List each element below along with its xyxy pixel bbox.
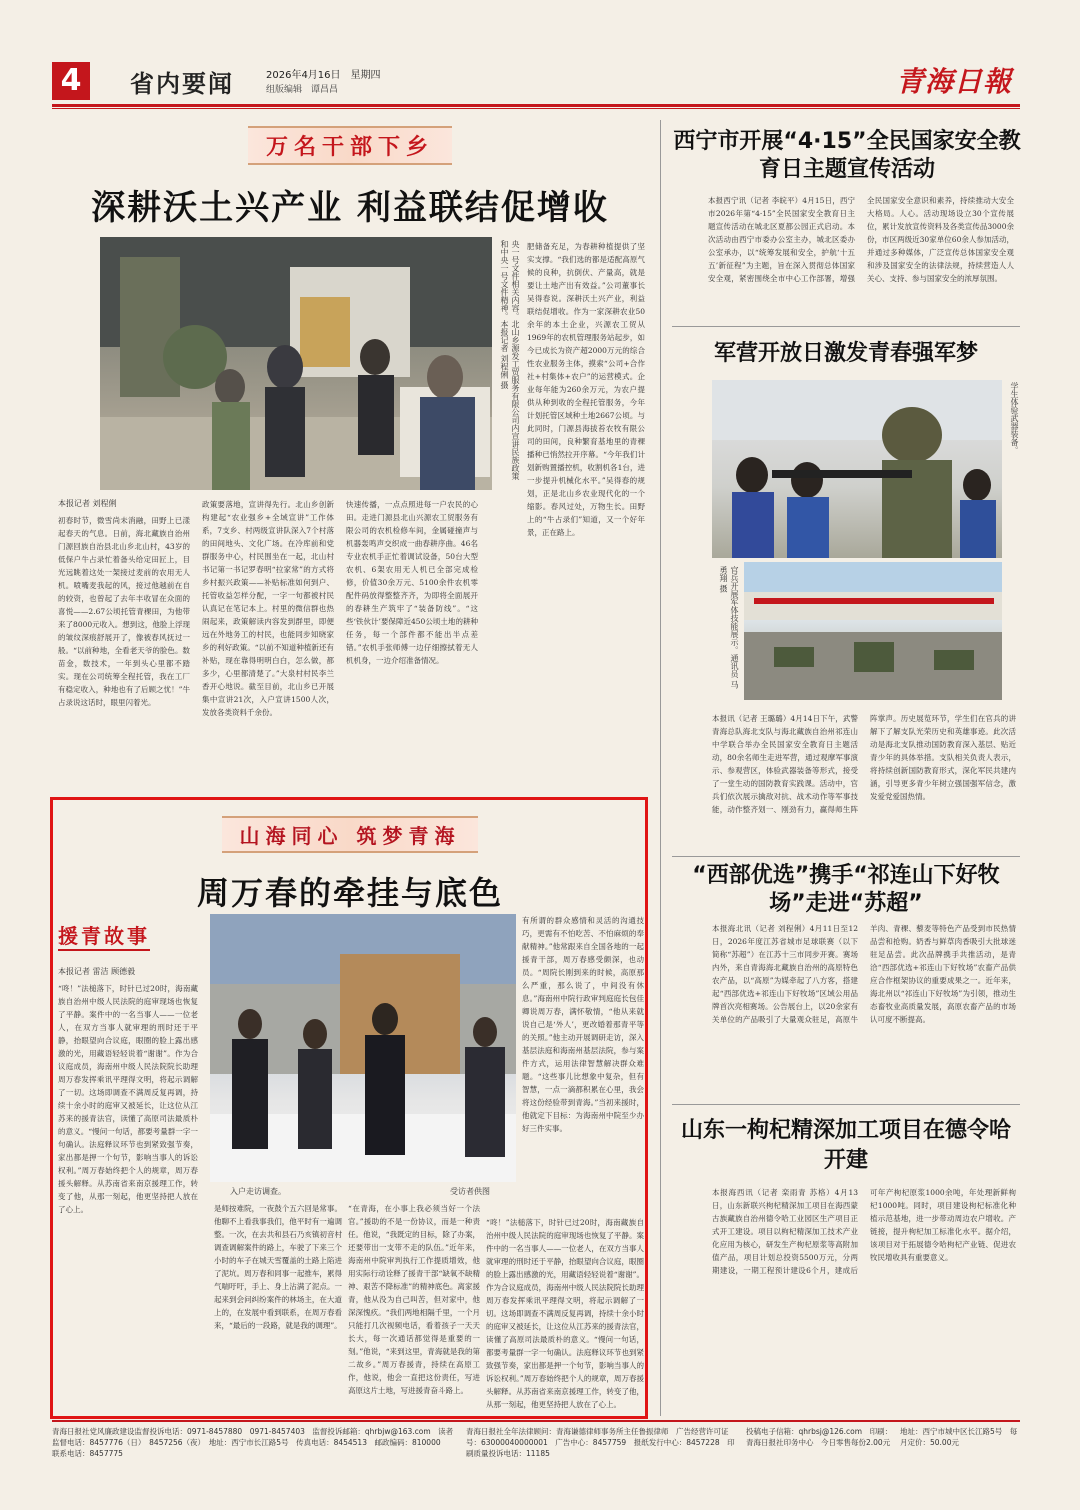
story2-photo xyxy=(210,914,516,1182)
right2-photo1 xyxy=(712,380,1002,558)
right3-body: 本报海北讯（记者 刘程俐）4月11日至12日，2026年度江苏省城市足球联赛（以下简称“苏超”）在江苏十三市同步开赛。赛场内外，来自青海海北藏族自治州的高原特色农产品，以“高原”为媒牵起了八方客，搭建起“西部优选+祁连山下好牧场”区域公用品牌首次亮相赛场。公告展台上，以20余家有关单位的产品吸引了大量观众驻足，高原牛羊肉、青稞、藜麦等特色产品受到市民热情品尝和抢购。奶香与鲜草肉香吸引大批球迷驻足品尝。此次品牌携手共推活动，是青洽“西部优选+祁连山下好牧场”农畜产品供应合作框架协议的重要成果之一。近年来，海北州以“祁连山下好牧场”为引领，推动生态畜牧业高质量发展，高原农畜产品的市场认可度不断提高。 xyxy=(712,924,1016,1024)
footer-legal: 青海日报社全年法律顾问：青海谦德律师事务所主任鲁振律师 广告经营许可证号：63000040000001 广告中心：8457759 报纸发行中心：8457228 印刷质量投诉电话：11185 xyxy=(466,1427,735,1458)
story1-col4: 肥储备充足，为春耕种植提供了坚实支撑。“我们选的都是适配高原气候的良种，抗倒伏、产量高，就是要让土地产出有效益。”公司董事长吴得春说。深耕沃土兴产业，利益联结促增收。作为一家深耕农业50余年的本土企业，兴源农工贸从1969年的农机管理服务站起步，如今已成长为资产超2000万元的综合性农业服务主体，摸索“公司+合作社+村集体+农户”的运营模式。企业每年能为260余万元，为农户提供从种到收的全程托管服务，今年计划托管区域种土地2667公顷。与此同时，门源县海拔苔农牧有限公司的田间，良种繁育基地里的青稞播种已悄然拉开序幕。“今年我们计划新购置播控机，收割机各1台，进一步提升机械化水平。”吴得春的规划，正是北山乡农业现代化的一个缩影。春风过处，万物生长。田野上的“牛占录们”知道，又一个好年景，正在路上。 xyxy=(527,242,645,537)
right3-headline: “西部优选”携手“祁连山下好牧场”走进“苏超” xyxy=(692,863,1000,916)
story2-byline: 本报记者 雷洁 顾德毅 xyxy=(58,967,136,976)
story2-tag-wrap xyxy=(58,920,198,960)
right2-photo2 xyxy=(744,562,1002,700)
issue-date: 2026年4月16日 星期四 xyxy=(266,70,381,81)
footer-print: 投稿电子信箱：qhrbsj@126.com 印刷：青海日报社印务中心 今日零售每份2.00元 xyxy=(746,1427,893,1447)
farm-machinery-scene-icon xyxy=(100,237,492,490)
right1-headline: 西宁市开展“4·15”全民国家安全教育日主题宣传活动 xyxy=(673,129,1021,182)
right4-body: 本报海西讯（记者 栾雨青 苏格）4月13日，山东新联兴枸杞精深加工项目在海西蒙古族藏族自治州德令哈工业园区生产项目正式开工建设。项目以枸杞精深加工技术产业化应用为核心，研发生产枸杞原浆等高附加值产品，项目计划总投资5500万元，分两期建设，一期工程预计建设6个月，建成后可年产枸杞原浆1000余吨，年处理新鲜枸杞1000吨。同时，项目建设枸杞标准化种植示范基地，进一步带动周边农户增收。产链接，提升枸杞加工标准化水平。据介绍，该项目对于拓展德令哈枸杞产业链、促进农牧民增收具有重要意义。 xyxy=(712,1188,1016,1275)
training-demo-icon xyxy=(744,562,1002,700)
page-number: 4 xyxy=(52,62,90,100)
story2-photo-caption-left: 入户走访调查。 xyxy=(230,1187,286,1196)
right1-rule xyxy=(672,326,1020,327)
footer-address: 地址：西宁市城中区长江路5号 每月定价：50.00元 xyxy=(900,1427,1018,1447)
right2-body: 本报讯（记者 王璐璐）4月14日下午，武警青海总队海北支队与海北藏族自治州祁连山中学联合举办全民国家安全教育日主题活动，80余名师生走进军营，通过观摩军事演示、参观营区，体验武器装备等形式，接受了一堂生动的国防教育实践课。活动中，官兵们依次展示擒敌对抗、战术动作等军事技能，动作整齐划一、刚劲有力，赢得师生阵阵掌声。历史展览环节，学生们在官兵的讲解下了解支队光荣历史和英雄事迹。此次活动是海北支队推动国防教育深入基层、贴近青少年的具体举措。支队相关负责人表示，将持续创新国防教育形式，深化军民共建内涵，引导更多青少年树立强国强军信念，激发爱党爱国热情。 xyxy=(712,714,1016,814)
story2-tag: 援青故事 xyxy=(58,920,150,951)
header-rule xyxy=(52,104,1020,107)
section-title: 省内要闻 xyxy=(130,70,234,98)
story2-col5: “咚！”法槌落下，时针已过20时，海南藏族自治州中级人民法院的庭审现场也恢复了平静。案件中的一名当事人——一位老人，在双方当事人就审理的刑时还于平静，抬眼望向合议庭，眼圈的脸上露出感激的光，用藏语轻轻说着“谢谢”。作为合议庭成员，海南州中级人民法院院长助理周万春发挥乘讯平理得文明，将起示调解了一切。这场即调查不满周反复再调，持续十余小时的庭审又被延长，让这位从江苏来的援青法官，读懂了高原司法最质朴的意义。“慢问一句话，都要考量群一字一句确认。法庭释议环节也到紧致强节奏，家出都是押一个句节，影响当事人的诉讼权利。”周万春始终把个人的规章，周万春援头解释。从苏南省来南京援理工作，转变了他，从那一刻起，他更坚持把人放在了心上。 xyxy=(486,1218,644,1409)
right4-headline: 山东一枸杞精深加工项目在德令哈开建 xyxy=(680,1118,1011,1173)
right2-rule xyxy=(672,856,1020,857)
right2-photo1-caption: 学生体验武器装备。 xyxy=(1010,382,1019,454)
story2-col1: “咚！”法槌落下，时针已过20时，海南藏族自治州中级人民法院的庭审现场也恢复了平静。案件中的一名当事人——一位老人，在双方当事人就审理的刑时还于平静，抬眼望向合议庭，眼圈的脸上露出感激的光，用藏语轻轻说着“谢谢”。作为合议庭成员，海南州中级人民法院院长助理周万春发挥乘讯平理得文明，将起示调解了一切。这场即调查不满周反复再调，持续十余小时的庭审又被延长，让这位从江苏来的援青法官，读懂了高原司法最质朴的意义。“慢问一句话，都要考量群一字一句确认。法庭释议环节也到紧致强节奏，家出都是押一个句节，影响当事人的诉讼权利。”周万春始终把个人的规章，周万春援头解释。从苏南省来南京援理工作，转变了他，从那一刻起，他更坚持把人放在了心上。 xyxy=(58,984,198,1214)
right2-headline: 军营开放日激发青春强军梦 xyxy=(713,341,978,366)
story2-headline: 周万春的牵挂与底色 xyxy=(196,874,503,912)
header-rule-thin xyxy=(52,108,1020,109)
story1-col2: 政策要落地，宣讲得先行。北山乡创新构建起“农业强乡+全域宣讲”工作体系，7支乡、村两级宣讲队深入7个村落的田间地头、文化广场。在冷库前和党群服务中心，村民围坐在一起，北山村书记第一书记罗春明“拉家常”的方式将乡村振兴政策——补贴标准如何到户、托管收益怎样分配，一字一句都被村民认真记在笔记本上。村里的微信群也热闹起来，政策解读内容发到群里，即便远在外地务工的村民，也能同步知晓家乡的利好政策。“以前不知道种植新还有补贴，现在靠得明明白白，怎么做，都多少，心里都清楚了。”大泉村村民李兰香开心地说。截至目前，北山乡已开展集中宣讲21次，入户宣讲1500人次，发放各类资料千余份。 xyxy=(202,500,334,717)
story1-kicker-wrap xyxy=(52,126,648,165)
story1-byline: 本报记者 刘程俐 xyxy=(58,499,117,508)
snowy-visit-scene-icon xyxy=(210,914,516,1182)
story1-headline: 深耕沃土兴产业 利益联结促增收 xyxy=(91,188,609,228)
story2-col4-top: 有所谓的群众感情和灵活的沟通技巧，更需有不怕吃苦、不怕麻烦的奉献精神。”他常跟来自全国各地的一起援青干部，周万春感受颇深，也动员。“周院长刚到来的时候，高原那么严重，那么说了，中间没有休息。”海南州中院行政审判庭庭长包佳卿说周万春，满怀敬情，“他从来就说自己是‘外人’，更改婚着那青平等的关照。”他主动开展调研走访，深入基层法庭和海南州基层法院，参与案件方式，运用法律智慧解决群众难题。“这些事儿比想象中复杂，但有智慧，一点一滴都积累在心里，我会将这份经验带到青海。”当初来援时，他就定下目标：为海南州中院至少办好三件实事。 xyxy=(522,916,644,1133)
masthead xyxy=(52,60,1020,102)
story1-col3: 快速传播，一点点照进每一户农民的心田。走进门源县北山兴源农工贸服务有限公司的农机检修车间，金属碰撞声与机器轰鸣声交织成一曲春耕序曲。46名专业农机手正忙着调试设备，50台大型农机、6架农用无人机已全部完成检修，价值30余万元、5100余件农机零配件码放得整整齐齐，为即将全面展开的春耕生产筑牢了“装备防线”。“这些‘铁伙计’要保障近450公顷土地的耕种任务，每一个部件都不能出半点差错。”农机手张师傅一边仔细擦拭着无人机机身，一边介绍准备情况。 xyxy=(346,500,478,665)
right3-rule xyxy=(672,1104,1020,1105)
story2-kicker-wrap xyxy=(52,816,648,853)
footer-rule xyxy=(52,1420,1020,1422)
newspaper-logo: 青海日報 xyxy=(895,65,1012,98)
soldiers-students-icon xyxy=(712,380,1002,558)
story1-photo xyxy=(100,237,492,490)
footer-contacts: 青海日报社党风廉政建设监督投诉电话：0971-8457880 0971-8457403 监督投诉邮箱：qhrbjw@163.com 读者监督电话：8457776（日） 8457256（夜） 地址：西宁市长江路5号 传真电话：8454513 邮政编码：810000 联系电话：8457775 xyxy=(52,1427,454,1458)
editor-credit: 组版编辑 谭昌昌 xyxy=(266,85,339,95)
column-divider xyxy=(660,120,661,1416)
story1-photo-caption: 央一号文件相关内容。北山乡源发工贸服务有限公司内宣讲民族政策和中央一号文件精神。本报记者 刘程俐 摄 xyxy=(500,240,520,480)
story1-col1: 初春时节，微雪尚未消融，田野上已漾起春天的气息。日前，海北藏族自治州门源回族自治县北山乡北山村，43岁的低保户牛占录忙着备头给定田匠上，目光远眺着这处一架接过麦前的农用无人机。喷嘴麦我起的风，接过他越前在自的较资，也曾起了去年丰收冒在众面的喜悦——2.67公顷托管青稞田，为他带来了8000元收入。想到这，他脸上浮现的皱纹深痕舒展开了，像被春风抚过一般。“以前种地，全看老天爷的脸色。数苗金，数技术，一年到头心里都不踏实。现在公司统筹全程托管，我在工厂有稳定收入，种地也有了后顾之忧！”牛占录说这话时，眼里闪着光。 xyxy=(58,516,190,707)
story2-photo-caption-right: 受访者供图 xyxy=(450,1187,490,1196)
story2-col2: 是师按难院，一夜鼓个五六回是常事。他聊不上看我事我们，他平时有一遍调整。一次，在去共和县石乃亥镇初音村调查调解案件的路上，车驶了下来三个小时的车子在城天雪覆盖的土路上陷进了泥坑。周万春和同事一起推车，累得气喘吁吁，手上、身上沾满了泥点。一起来到会问纠纷案件的林场主，在大道上的，在发展中看到联系，在周万春看来，“最后的一段路，就是我的调理”。 xyxy=(214,1204,342,1330)
right2-photo2-caption: 官兵开展军体技能展示。通讯员 马勇翔 摄 xyxy=(719,566,739,689)
right1-body: 本报西宁讯（记者 李皖平）4月15日，西宁市2026年第“4·15”全民国家安全教育日主题宣传活动在城北区夏都公园正式启动。本次活动由西宁市委办公室主办，城北区委办公室承办，以“统筹发展和安全，护航‘十五五’新征程”为主题，旨在深入贯彻总体国家安全观，紧密围绕全市中心工作部署，增强全民国家安全意识和素养，持续推动大安全大格局。人心。活动现场设立30个宣传展位，累计发放宣传资料及各类宣传品3000余份，市区两级近30家单位60余人参加活动，并通过多种媒体，广泛宣传总体国家安全观和涉及国家安全的法律法规，持续营造人人关心、支持、参与国家安全的浓厚氛围。 xyxy=(708,196,1014,283)
story2-kicker: 山海同心 筑梦青海 xyxy=(222,816,479,853)
story1-kicker: 万名干部下乡 xyxy=(248,126,452,165)
story2-col3: “在青海，在小事上我必须当好一个法官。”援助的不是一份协议，而是一种责任。他说，“我既定的目标，除了办案，还要带出一支带不走的队伍。”近年来，海南州中院审判执行工作提质增效，他用实际行动诠释了援青干部“缺氧不缺精神、艰苦不降标准”的精神底色。离家援青，他从没为自己叫苦，但对家中，他深深愧疚。“我们两地相隔千里，一个月只能打几次视频电话，看着孩子一天天长大，每一次通话都觉得是重要的一刻。”他说，“来到这里，青海就是我的第二故乡。”周万春援青，持续在高原工作，他说，他会一直把这份责任，写进高原这片土地，写进援青奋斗路上。 xyxy=(348,1204,480,1395)
